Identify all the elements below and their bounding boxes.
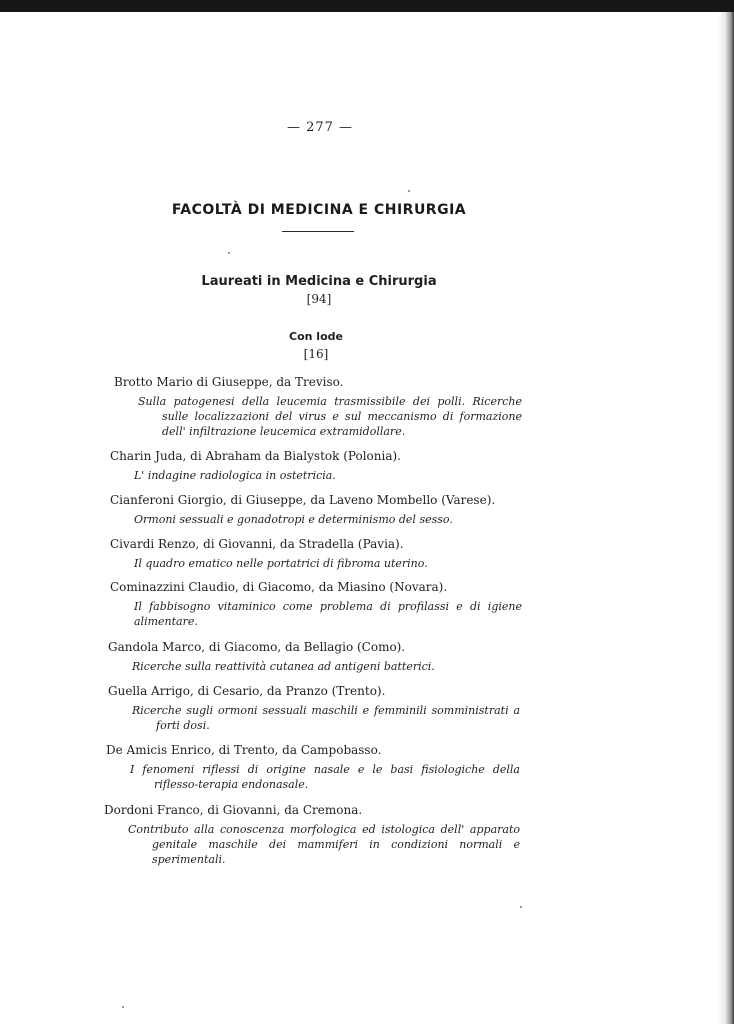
graduate-entry	[110, 537, 518, 571]
thesis-title: Il quadro ematico nelle portatrici di fibroma uterino.	[134, 557, 428, 570]
thesis-title: Sulla patogenesi della leucemia trasmissibile dei polli. Ricerche sulle localizzazioni del virus e sul meccanismo di formazione dell' infiltrazione leucemica extramidollare.	[138, 395, 522, 438]
subsection-title: Con lode	[289, 330, 343, 343]
graduate-name: Brotto Mario di Giuseppe, da Treviso.	[114, 375, 344, 389]
graduate-name: Civardi Renzo, di Giovanni, da Stradella (Pavia).	[110, 537, 404, 551]
scan-speck	[520, 906, 522, 908]
thesis-title: Ricerche sugli ormoni sessuali maschili e femminili somministrati a forti dosi.	[132, 704, 520, 732]
scan-page-edge	[718, 12, 734, 1024]
thesis-title: Contributo alla conoscenza morfologica ed istologica dell' apparato genitale maschile dei mammiferi in condizioni normali e sperimentali.	[128, 823, 520, 866]
thesis-title: Ormoni sessuali e gonadotropi e determinismo del sesso.	[134, 513, 453, 526]
graduate-entry	[114, 375, 522, 439]
graduate-entry	[110, 449, 518, 483]
graduate-name: Dordoni Franco, di Giovanni, da Cremona.	[104, 803, 363, 817]
scan-speck	[228, 252, 230, 254]
subsection-count: [16]	[303, 347, 329, 361]
thesis-title: Ricerche sulla reattività cutanea ad antigeni batterici.	[132, 660, 435, 673]
graduate-name: Guella Arrigo, di Cesario, da Pranzo (Trento).	[108, 684, 386, 698]
faculty-title: FACOLTÀ DI MEDICINA E CHIRURGIA	[171, 202, 467, 218]
section-count: [94]	[306, 292, 332, 306]
scan-top-border	[0, 0, 734, 12]
graduate-name: Cianferoni Giorgio, di Giuseppe, da Laveno Mombello (Varese).	[110, 493, 496, 507]
thesis-title: Il fabbisogno vitaminico come problema di profilassi e di igiene alimentare.	[134, 600, 522, 628]
graduate-entry	[104, 803, 520, 867]
graduate-entry	[108, 684, 520, 733]
graduate-name: Cominazzini Claudio, di Giacomo, da Miasino (Novara).	[110, 580, 448, 594]
scan-speck	[408, 190, 410, 192]
page-number: — 277 —	[286, 120, 354, 135]
thesis-title: L' indagine radiologica in ostetricia.	[134, 469, 336, 482]
graduate-entry	[108, 640, 518, 674]
graduate-entry	[110, 493, 520, 527]
graduate-name: De Amicis Enrico, di Trento, da Campobasso.	[106, 743, 382, 757]
thesis-title: I fenomeni riflessi di origine nasale e le basi fisiologiche della riflesso-terapia endonasale.	[130, 763, 520, 791]
scan-speck	[122, 1006, 124, 1008]
section-title: Laureati in Medicina e Chirurgia	[201, 274, 437, 289]
graduate-entry	[110, 580, 522, 629]
graduate-name: Charin Juda, di Abraham da Bialystok (Polonia).	[110, 449, 401, 463]
title-divider	[282, 231, 354, 232]
graduate-entry	[106, 743, 520, 792]
graduate-name: Gandola Marco, di Giacomo, da Bellagio (Como).	[108, 640, 406, 654]
